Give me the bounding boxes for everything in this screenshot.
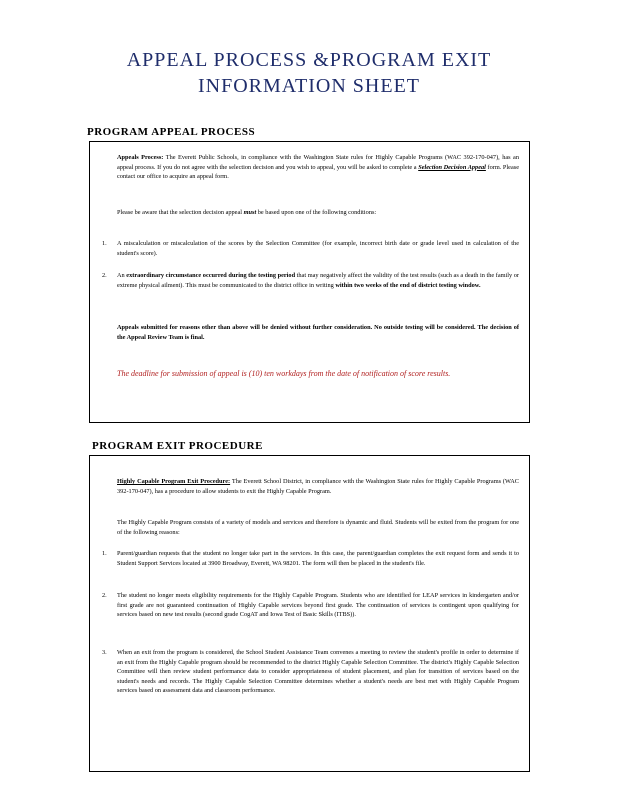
appeal-basis-text2: be based upon one of the following conditions: xyxy=(256,209,377,216)
appeal-item-2-paragraph xyxy=(117,271,519,290)
appeal-item-1-number: 1. xyxy=(102,240,107,247)
appeal-item-2-bold1: extraordinary circumstance occurred during the testing period xyxy=(126,272,296,279)
appeal-item-2-bold2: within two weeks of the end of district testing window. xyxy=(335,281,481,289)
appeal-basis-must: must xyxy=(243,209,257,216)
appeal-item-2-text2: that may negatively affect the validity of the test results (such as a death in the family or extreme physical ailment). This must be communicated to the district office in writing xyxy=(117,272,519,289)
appeal-item-1-text: A miscalculation or miscalculation of the scores by the Selection Committee (for example, incorrect birth date or grade level used in calculation of the student's score). xyxy=(117,240,519,257)
appeal-intro-text1: The Everett Public Schools, in compliance with the Washington State rules for Highly Capable Programs (WAC 392-170-047), has an appeal process. If you do not agree with the selection decision and you wish to appeal, you will be asked to complete a xyxy=(117,154,519,171)
appeal-section-heading: PROGRAM APPEAL PROCESS xyxy=(87,126,256,138)
exit-program-paragraph: The Highly Capable Program consists of a variety of models and services and therefore is dynamic and fluid. Students will be exited from the program for one of the following reasons: xyxy=(117,519,519,536)
exit-item-2-text: The student no longer meets eligibility requirements for the Highly Capable Program. Students who are identified for LEAP services in kindergarten and/or first grade are not guaranteed continuation of Highly Capable services beyond first grade. The continuation of services is contingent upon qualifying for services based on new test results (second grade CogAT and Iowa Test of Basic Skills (ITBS)). xyxy=(117,592,519,619)
exit-intro-paragraph xyxy=(117,477,519,496)
exit-intro-text: The Everett School District, in compliance with the Washington State rules for Highly Capable Programs (WAC 392-170-047), has a procedure to allow students to exit the Highly Capable Program. xyxy=(117,478,519,495)
appeal-intro-paragraph xyxy=(117,153,519,182)
appeal-process-box xyxy=(89,141,530,423)
document-title-line1: APPEAL PROCESS &PROGRAM EXIT xyxy=(126,49,492,71)
appeal-item-2-text1: An xyxy=(117,272,127,279)
appeal-intro-text2: form. Please contact our office to acquire an appeal form. xyxy=(117,163,519,181)
document-title-line2: INFORMATION SHEET xyxy=(198,75,420,97)
exit-item-1-text: Parent/guardian requests that the student no longer take part in the services. In this case, the parent/guardian completes the exit request form and sends it to Student Support Services located at 3900 Broadway, Everett, WA 98201. The form will then be placed in the student's file. xyxy=(117,550,519,567)
appeal-deadline-text: The deadline for submission of appeal is (10) ten workdays from the date of notification of score results. xyxy=(117,369,451,378)
appeal-basis-paragraph xyxy=(117,208,519,218)
exit-item-1-number: 1. xyxy=(102,550,107,557)
appeal-basis-text1: Please be aware that the selection decision appeal xyxy=(117,209,244,216)
appeal-item-2-number: 2. xyxy=(102,272,107,279)
exit-section-heading: PROGRAM EXIT PROCEDURE xyxy=(92,440,263,452)
exit-intro-label: Highly Capable Program Exit Procedure: xyxy=(117,478,231,485)
appeal-intro-label: Appeals Process: xyxy=(117,154,164,161)
exit-item-2-number: 2. xyxy=(102,592,107,599)
appeal-denial-text: Appeals submitted for reasons other than above will be denied without further consideration. No outside testing will be considered. The decision of the Appeal Review Team is final. xyxy=(117,324,519,341)
exit-item-3-number: 3. xyxy=(102,649,107,656)
exit-procedure-box xyxy=(89,455,530,772)
exit-item-3-text: When an exit from the program is considered, the School Student Assistance Team convenes a meeting to review the student's profile in order to determine if an exit from the Highly Capable program should be recommended to the district Highly Capable Selection Committee. The district's Highly Capable Selection Committee will then review student performance data to consider appropriateness of student placement, and plan for transition of services based on the student's needs and records. The Highly Capable Selection Committee determines whether a student's needs are best met with Highly Capable Program services based on assessment data and classroom performance. xyxy=(117,649,519,695)
appeal-form-name: Selection Decision Appeal xyxy=(418,163,486,171)
